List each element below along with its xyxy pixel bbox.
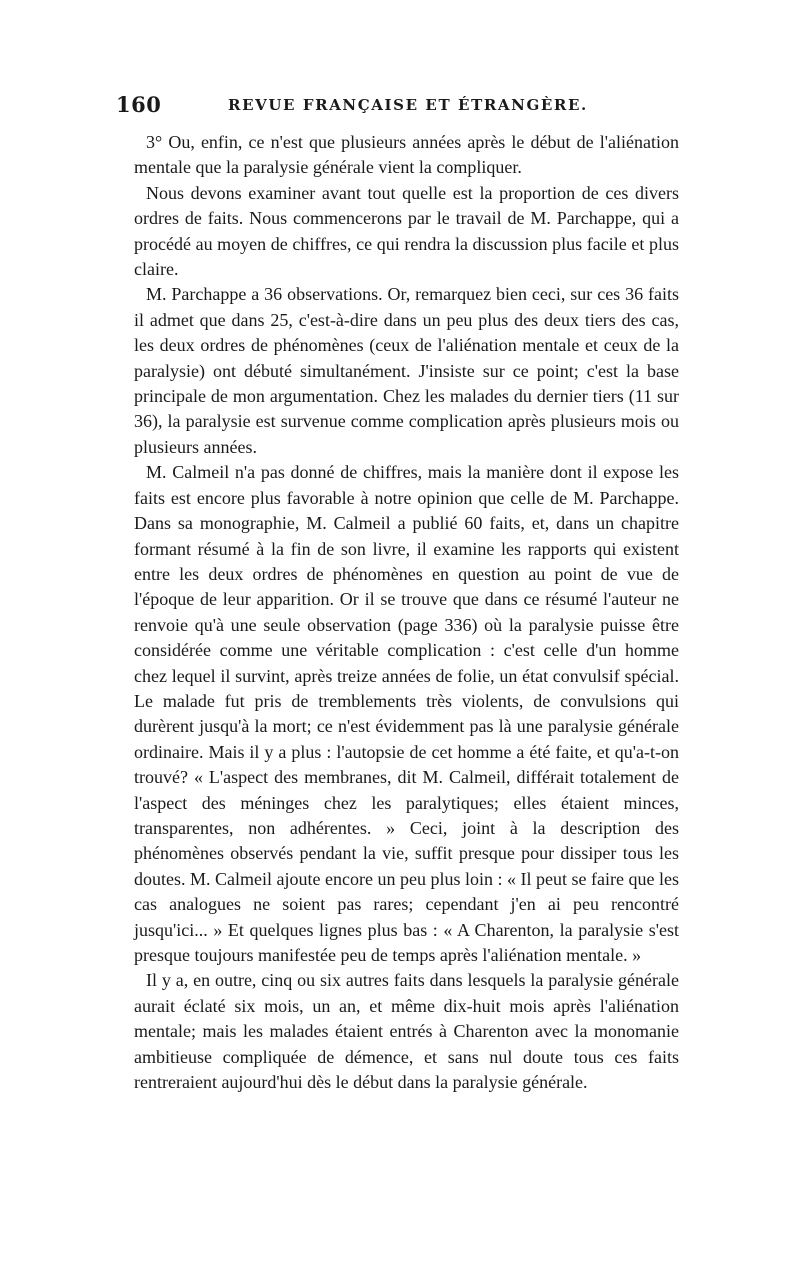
paragraph: 3° Ou, enfin, ce n'est que plusieurs années après le début de l'aliénation mentale que la paralysie générale vient la compliquer. [134,132,679,178]
book-page [116,92,679,1095]
page-number: 160 [116,92,162,117]
page-header [116,92,679,124]
paragraph: Nous devons examiner avant tout quelle est la proportion de ces divers ordres de faits. Nous commencerons par le travail de M. Parchappe, qui a procédé au moyen de chiffres, ce qui rendra la discussion plus facile et plus claire. [134,182,679,280]
paragraph: Il y a, en outre, cinq ou six autres faits dans lesquels la paralysie générale aurait éclaté six mois, un an, et même dix-huit mois après l'aliénation mentale; mais les malades étaient entrés à Charenton avec la monomanie ambitieuse compliquée de démence, et sans nul doute tous ces faits rentreraient aujourd'hui dès le début dans la paralysie générale. [134,970,679,1093]
paragraph: M. Calmeil n'a pas donné de chiffres, mais la manière dont il expose les faits est encore plus favorable à notre opinion que celle de M. Parchappe. Dans sa monographie, M. Calmeil a publié 60 faits, et, dans un chapitre formant résumé à la fin de son livre, il examine les rapports qui existent entre les deux ordres de phénomènes en question au point de vue de l'époque de leur apparition. Or il se trouve que dans ce résumé l'auteur ne renvoie qu'à une seule observation (page 336) où la paralysie puisse être considérée comme une véritable complication : c'est celle d'un homme chez lequel il survint, après treize années de folie, un état convulsif spécial. Le malade fut pris de tremblements très violents, de convulsions qui durèrent jusqu'à la mort; ce n'est évidemment pas là une paralysie générale ordinaire. Mais il y a plus : l'autopsie de cet homme a été faite, et qu'a-t-on trouvé? « L'aspect des membranes, dit M. Calmeil, différait totalement de l'aspect des méninges chez les paralytiques; elles étaient minces, transparentes, non adhérentes. » Ceci, joint à la description des phénomènes observés pendant la vie, suffit presque pour dissiper tous les doutes. M. Calmeil ajoute encore un peu plus loin : « Il peut se faire que les cas analogues ne soient pas rares; cependant j'en ai peu rencontré jusqu'ici... » Et quelques lignes plus bas : « A Charenton, la paralysie s'est presque toujours manifestée peu de temps après l'aliénation mentale. » [134,462,679,965]
running-head: REVUE FRANÇAISE ET ÉTRANGÈRE. [228,96,588,114]
page-body [134,130,679,1095]
paragraph: M. Parchappe a 36 observations. Or, remarquez bien ceci, sur ces 36 faits il admet que dans 25, c'est-à-dire dans un peu plus des deux tiers des cas, les deux ordres de phénomènes (ceux de l'aliénation mentale et ceux de la paralysie) ont débuté simultanément. J'insiste sur ce point; c'est la base principale de mon argumentation. Chez les malades du dernier tiers (11 sur 36), la paralysie est survenue comme complication après plusieurs mois ou plusieurs années. [134,284,679,457]
